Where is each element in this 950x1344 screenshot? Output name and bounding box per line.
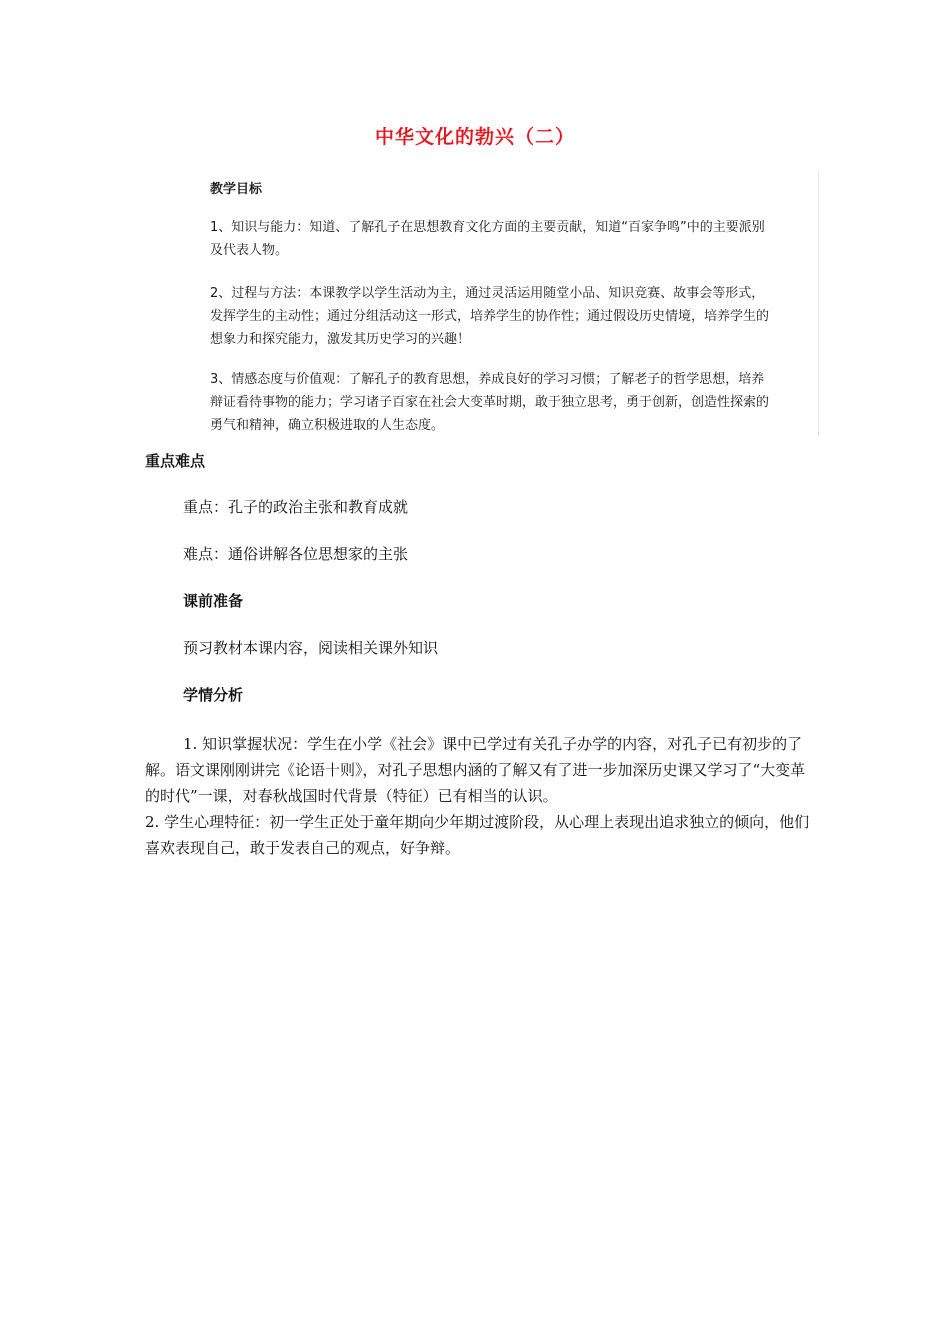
objective-item-2: 2、过程与方法：本课教学以学生活动为主，通过灵活运用随堂小品、知识竞赛、故事会等形式，发挥学生的主动性；通过分组活动这一形式，培养学生的协作性；通过假设历史情境，培养学生的想象力和探究能力，激发其历史学习的兴趣！ — [210, 286, 770, 347]
difficult-point-text: 难点：通俗讲解各位思想家的主张 — [183, 545, 409, 563]
objectives-scan-block — [196, 170, 819, 436]
key-points-heading: 重点难点 — [145, 452, 206, 470]
analysis-body — [145, 731, 810, 861]
objective-item-3: 3、情感态度与价值观：了解孔子的教育思想，养成良好的学习习惯；了解老子的哲学思想，培养辩证看待事物的能力；学习诸子百家在社会大变革时期，敢于独立思考，勇于创新，创造性探索的勇气和精神，确立积极进取的人生态度。 — [210, 372, 770, 433]
analysis-paragraph-2: 2. 学生心理特征：初一学生正处于童年期向少年期过渡阶段，从心理上表现出追求独立的倾向，他们喜欢表现自己，敢于发表自己的观点，好争辩。 — [145, 813, 810, 857]
page-title: 中华文化的勃兴（二） — [374, 126, 575, 148]
objectives-heading: 教学目标 — [210, 182, 263, 197]
objective-item-1: 1、知识与能力：知道、了解孔子在思想教育文化方面的主要贡献，知道“百家争鸣”中的主要派别及代表人物。 — [210, 220, 765, 258]
preparation-heading: 课前准备 — [183, 592, 244, 610]
analysis-paragraph-1: 1. 知识掌握状况：学生在小学《社会》课中已学过有关孔子办学的内容，对孔子已有初步的了解。语文课刚刚讲完《论语十则》，对孔子思想内涵的了解又有了进一步加深历史课又学习了“大变革的时代”一课，对春秋战国时代背景（特征）已有相当的认识。 — [145, 735, 806, 805]
analysis-heading: 学情分析 — [183, 686, 244, 704]
key-point-text: 重点：孔子的政治主张和教育成就 — [183, 498, 409, 516]
preparation-text: 预习教材本课内容，阅读相关课外知识 — [183, 639, 439, 657]
